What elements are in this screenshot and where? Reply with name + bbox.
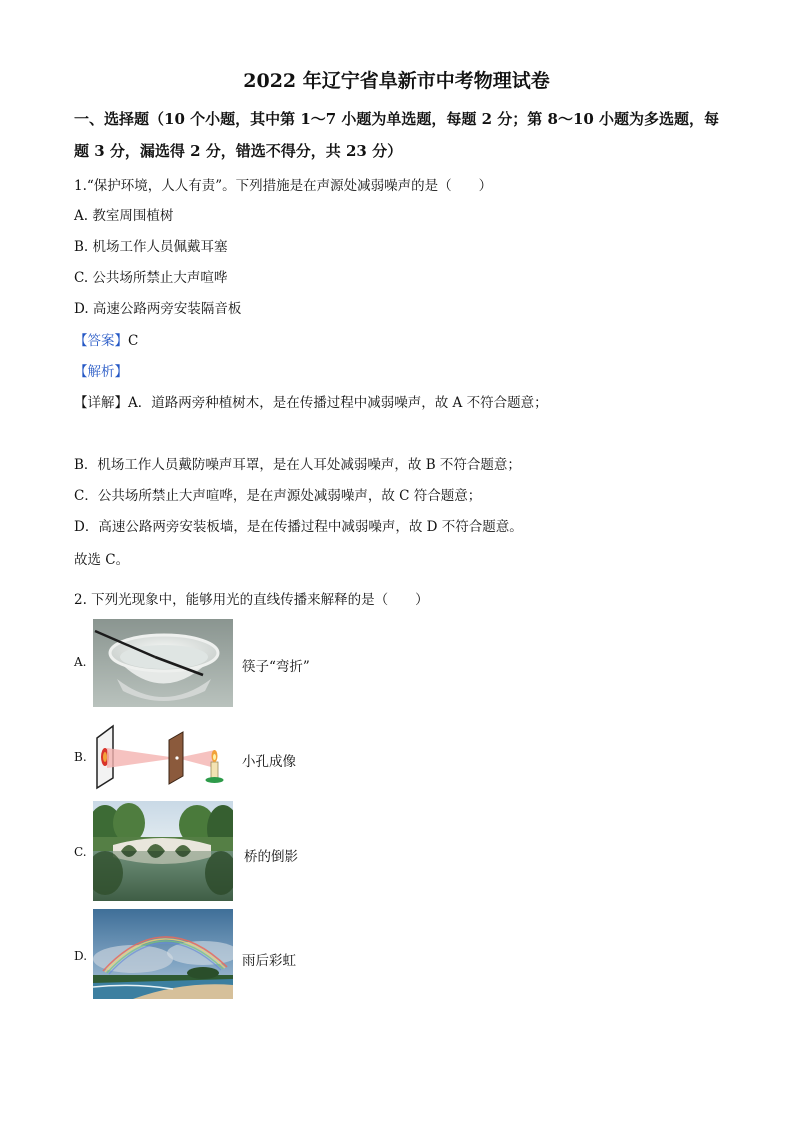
section-heading-line1: 一、选择题（10 个小题，其中第 1～7 小题为单选题，每题 2 分；第 8～10 小题为多选题，每 <box>74 110 720 128</box>
q1-detail-c: C．公共场所禁止大声喧哗，是在声源处减弱噪声，故 C 符合题意； <box>74 488 482 504</box>
rainbow-image <box>93 909 233 999</box>
q1-option-c: C. 公共场所禁止大声喧哗 <box>74 270 228 286</box>
q1-answer <box>74 329 138 349</box>
q2-stem: 2. 下列光现象中，能够用光的直线传播来解释的是（ ） <box>74 592 429 608</box>
q2-option-b-caption: 小孔成像 <box>242 754 296 770</box>
q1-option-d: D. 高速公路两旁安装隔音板 <box>74 301 242 317</box>
q2-option-d-label: D. <box>74 949 88 963</box>
q2-option-a-caption: 筷子“弯折” <box>242 659 310 675</box>
answer-label: 【答案】 <box>74 333 128 349</box>
answer-value: C <box>128 333 139 349</box>
q1-option-b: B. 机场工作人员佩戴耳塞 <box>74 239 228 255</box>
chopstick-bowl-image <box>93 619 233 707</box>
q1-conclusion: 故选 C。 <box>74 552 130 568</box>
q2-option-d-caption: 雨后彩虹 <box>242 953 296 969</box>
q1-analysis-label: 【解析】 <box>74 364 128 380</box>
q1-option-a: A. 教室周围植树 <box>74 208 174 224</box>
pinhole-imaging-image <box>93 724 233 790</box>
page-title: 2022 年辽宁省阜新市中考物理试卷 <box>243 70 550 92</box>
q2-option-a-label: A. <box>74 655 87 669</box>
q2-option-c-label: C. <box>74 845 87 859</box>
bridge-reflection-image <box>93 801 233 901</box>
q1-detail-d: D．高速公路两旁安装板墙，是在传播过程中减弱噪声，故 D 不符合题意。 <box>74 519 523 535</box>
q2-option-c-caption: 桥的倒影 <box>244 849 298 865</box>
q1-detail-b: B．机场工作人员戴防噪声耳罩，是在人耳处减弱噪声，故 B 不符合题意； <box>74 457 521 473</box>
q2-option-b-label: B. <box>74 750 87 764</box>
section-heading-line2: 题 3 分，漏选得 2 分，错选不得分，共 23 分） <box>74 142 403 160</box>
q1-stem: 1.“保护环境，人人有责”。下列措施是在声源处减弱噪声的是（ ） <box>74 178 493 194</box>
q1-detail-a: 【详解】A．道路两旁种植树木，是在传播过程中减弱噪声，故 A 不符合题意； <box>74 395 548 411</box>
